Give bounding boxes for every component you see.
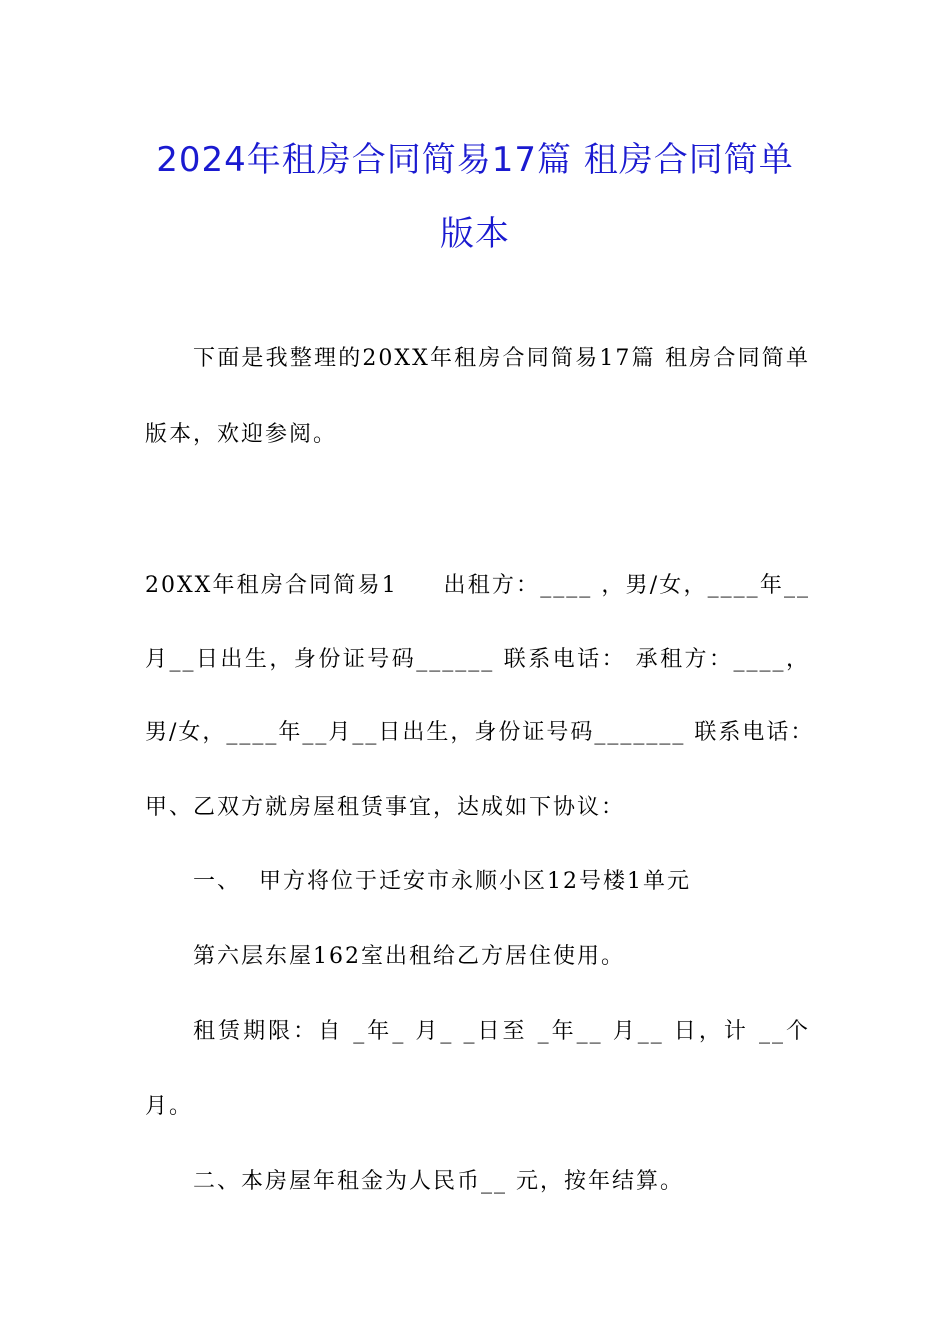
clause-1-line-1: 一、 甲方将位于迁安市永顺小区12号楼1单元 [193, 869, 691, 894]
intro-paragraph-line-2: 版本，欢迎参阅。 [145, 422, 338, 447]
clause-2-line-1: 二、本房屋年租金为人民币__ 元，按年结算。 [193, 1169, 684, 1194]
document-title-line-1: 2024年租房合同简易17篇 租房合同简单 [156, 140, 794, 180]
lease-term-line-2: 月。 [145, 1094, 194, 1119]
contract-text-line-1: 20XX年租房合同简易1 出租方：____ ，男/女，____年__ [145, 573, 810, 598]
contract-text-line-3: 男/女，____年__月__日出生，身份证号码_______ 联系电话： [145, 720, 815, 745]
contract-text-line-2: 月__日出生，身份证号码______ 联系电话： 承租方：____， [145, 647, 810, 672]
contract-text-line-4: 甲、乙双方就房屋租赁事宜，达成如下协议： [145, 795, 626, 820]
intro-paragraph-line-1: 下面是我整理的20XX年租房合同简易17篇 租房合同简单 [193, 346, 810, 371]
document-title-line-2: 版本 [440, 214, 510, 254]
lease-term-line-1: 租赁期限：自 _年_ 月_ _日至 _年__ 月__ 日，计 __个 [193, 1019, 810, 1044]
clause-1-line-2: 第六层东屋162室出租给乙方居住使用。 [193, 944, 625, 969]
